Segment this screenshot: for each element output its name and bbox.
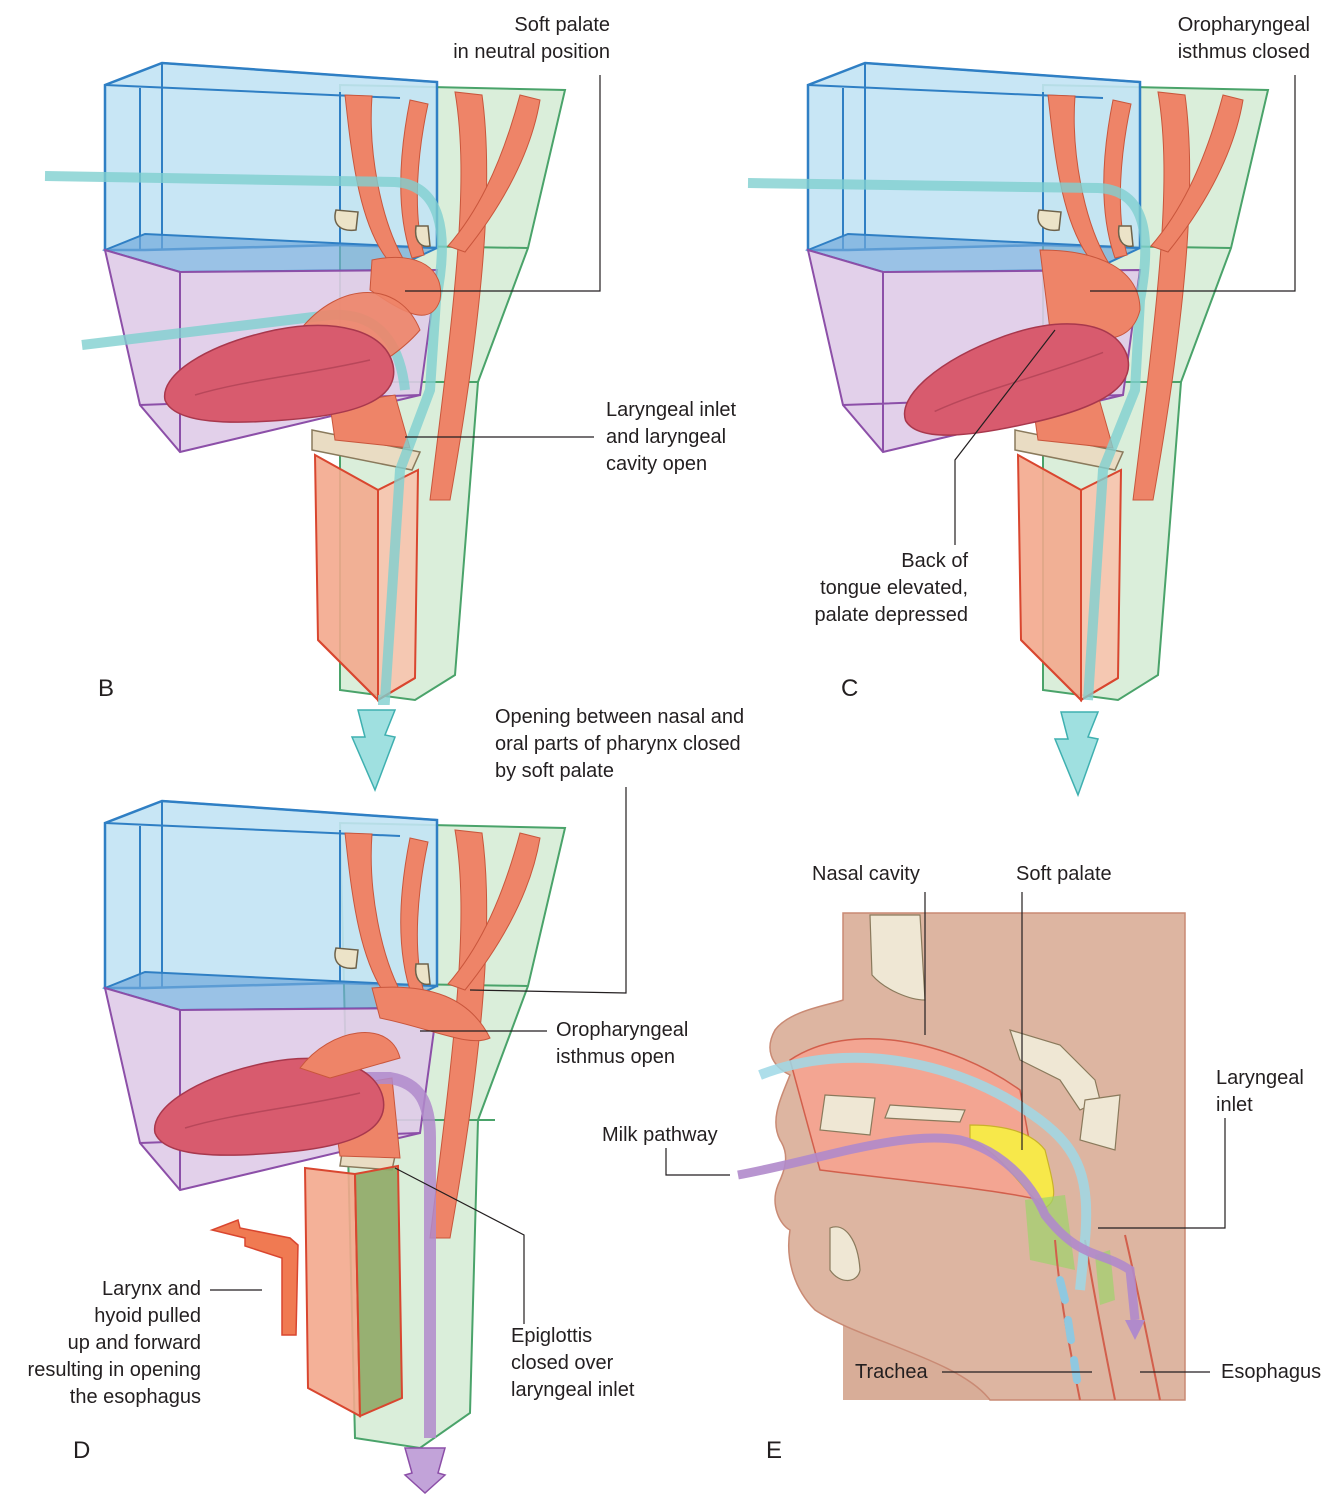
panel-letter-c: C: [841, 675, 859, 702]
panel-letter-b: B: [98, 675, 115, 702]
label-oropharyngeal-isthmus-closed: Oropharyngeal isthmus closed: [1177, 14, 1310, 63]
label-laryngeal-inlet: Laryngeal inlet: [1216, 1067, 1304, 1116]
label-laryngeal-inlet-open: Laryngeal inlet and laryngeal cavity open: [606, 399, 737, 475]
label-epiglottis-closed: Epiglottis closed over laryngeal inlet: [511, 1325, 635, 1401]
panel-c-illustration: [748, 63, 1295, 795]
label-milk-pathway: Milk pathway: [602, 1124, 718, 1146]
panel-letter-e: E: [766, 1437, 783, 1464]
label-oropharyngeal-isthmus-open: Oropharyngeal isthmus open: [556, 1019, 689, 1068]
label-nasal-cavity: Nasal cavity: [812, 863, 920, 885]
label-nasal-oral-opening-closed: Opening between nasal and oral parts of pharynx closed by soft palate: [495, 706, 745, 782]
panel-e-illustration: [666, 892, 1225, 1400]
label-soft-palate-neutral: Soft palate in neutral position: [453, 14, 610, 63]
panel-letter-d: D: [73, 1437, 91, 1464]
label-soft-palate: Soft palate: [1016, 863, 1112, 885]
label-trachea: Trachea: [855, 1361, 928, 1383]
label-larynx-hyoid-pulled-up: Larynx and hyoid pulled up and forward resulting in opening the esophagus: [27, 1278, 201, 1408]
label-back-of-tongue-elevated: Back of tongue elevated, palate depressed: [814, 550, 968, 626]
panel-b-illustration: [45, 63, 600, 790]
label-esophagus: Esophagus: [1221, 1361, 1322, 1383]
